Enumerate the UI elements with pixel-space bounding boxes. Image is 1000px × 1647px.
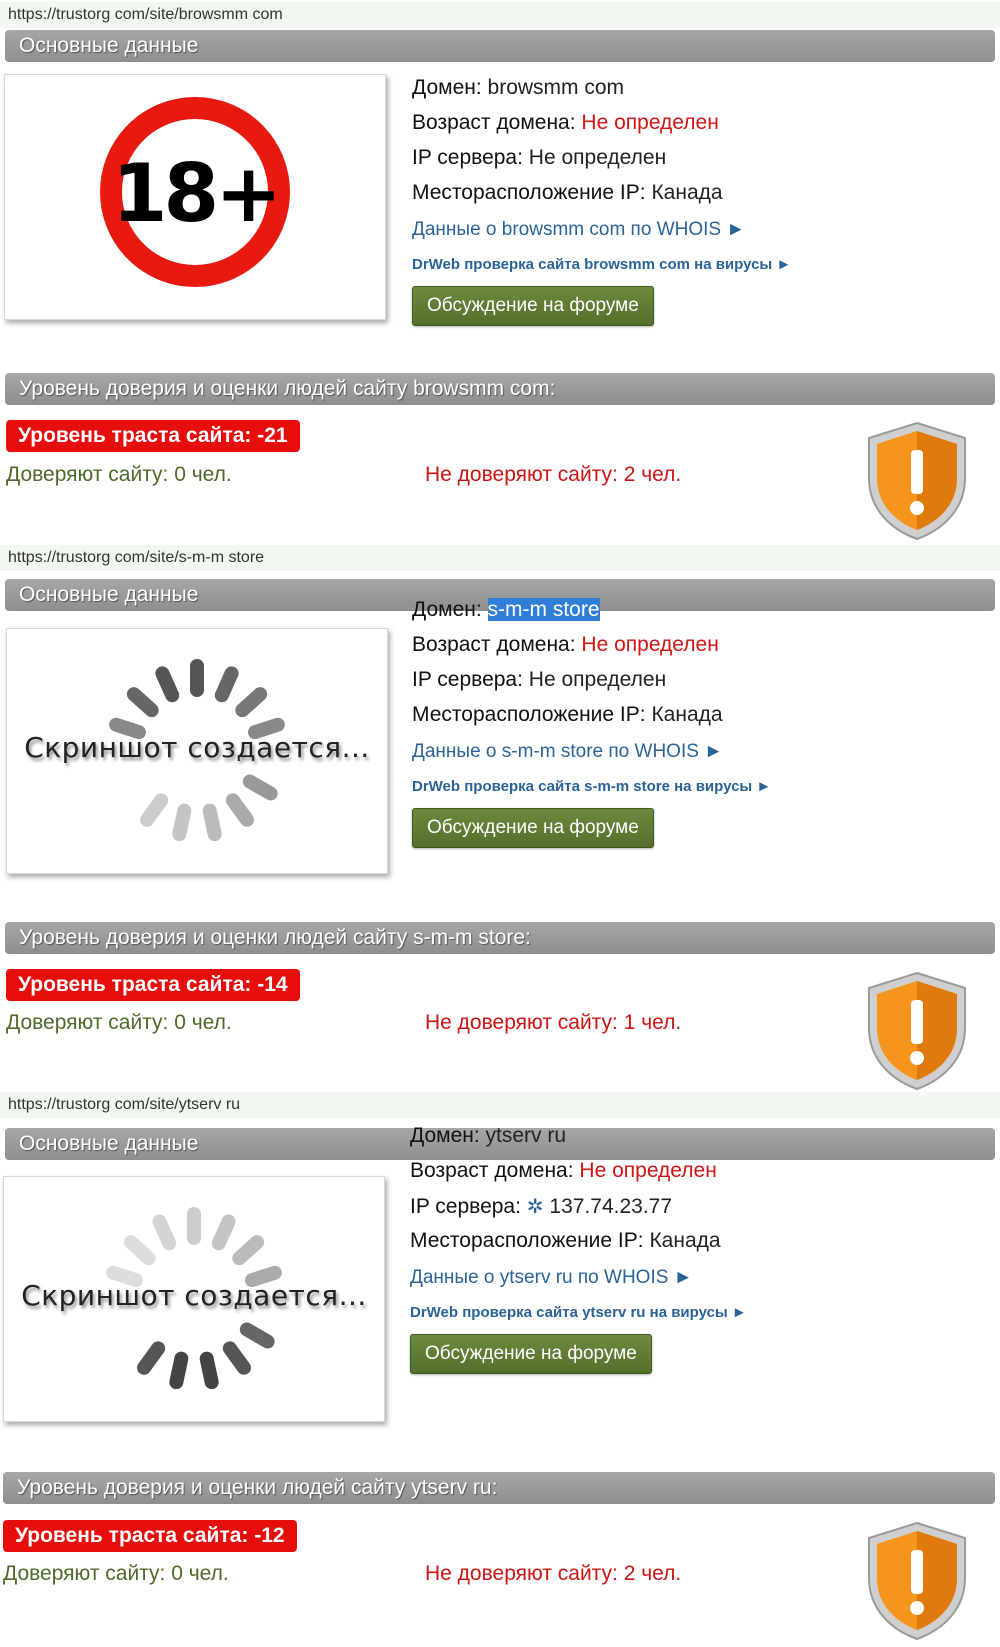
section-header-basic-data: Основные данные xyxy=(5,579,995,611)
distrusted-count: Не доверяют сайту: 2 чел. xyxy=(425,1562,682,1585)
server-ip-label: IP сервера: xyxy=(412,668,523,691)
site-block-browsmm xyxy=(0,0,1000,520)
section-header-basic-data: Основные данные xyxy=(5,1128,995,1160)
forum-discussion-button[interactable]: Обсуждение на форуме xyxy=(412,808,654,848)
age-18-plus-text: 18+ xyxy=(111,147,279,240)
server-ip-value: Не определен xyxy=(528,146,667,169)
server-ip-label: IP сервера: xyxy=(412,146,523,169)
domain-value[interactable]: s-m-m store xyxy=(487,598,600,621)
ip-location-row xyxy=(412,181,723,205)
whois-link[interactable]: Данные о browsmm com по WHOIS ► xyxy=(412,219,746,240)
trust-level-badge: Уровень траста сайта: -14 xyxy=(6,969,300,1001)
domain-age-value: Не определен xyxy=(581,111,719,134)
shield-exclamation-icon xyxy=(862,1520,972,1642)
section-header-trust: Уровень доверия и оценки людей сайту ytserv ru: xyxy=(3,1472,995,1504)
domain-age-label: Возраст домена: xyxy=(412,633,576,656)
domain-age-row xyxy=(412,633,719,657)
domain-age-row xyxy=(410,1159,717,1183)
site-screenshot xyxy=(4,74,386,320)
domain-label: Домен: xyxy=(412,76,482,99)
server-ip-value: Не определен xyxy=(528,668,667,691)
domain-label: Домен: xyxy=(412,598,482,621)
whois-link[interactable]: Данные о s-m-m store по WHOIS ► xyxy=(412,741,723,762)
trusted-count: Доверяют сайту: 0 чел. xyxy=(6,463,232,486)
server-ip-label: IP сервера: xyxy=(410,1195,521,1218)
screenshot-loading-text: Скриншот создается... xyxy=(24,731,370,764)
site-screenshot xyxy=(3,1176,385,1422)
gear-icon[interactable]: ✲ xyxy=(526,1196,544,1218)
distrusted-count: Не доверяют сайту: 2 чел. xyxy=(425,463,682,486)
domain-age-label: Возраст домена: xyxy=(412,111,576,134)
shield-exclamation-icon xyxy=(862,970,972,1092)
drweb-link[interactable]: DrWeb проверка сайта ytserv ru на вирусы ► xyxy=(410,1304,747,1321)
whois-link[interactable]: Данные о ytserv ru по WHOIS ► xyxy=(410,1267,693,1288)
shield-exclamation-icon xyxy=(862,420,972,542)
ip-location-label: Месторасположение IP: xyxy=(412,181,646,204)
drweb-link[interactable]: DrWeb проверка сайта s-m-m store на вирусы ► xyxy=(412,778,772,795)
site-block-ytserv xyxy=(0,1092,1000,1647)
domain-age-row xyxy=(412,111,719,135)
ip-location-value: Канада xyxy=(651,703,723,726)
trust-level-badge: Уровень траста сайта: -21 xyxy=(6,420,300,452)
server-ip-row xyxy=(410,1194,672,1219)
server-ip-row xyxy=(412,146,666,170)
server-ip-row xyxy=(412,668,666,692)
ip-location-row xyxy=(412,703,723,727)
section-header-basic-data: Основные данные xyxy=(5,30,995,62)
domain-age-value: Не определен xyxy=(581,633,719,656)
ip-location-value: Канада xyxy=(649,1229,721,1252)
domain-row xyxy=(410,1124,566,1148)
domain-label: Домен: xyxy=(410,1124,480,1147)
forum-discussion-button[interactable]: Обсуждение на форуме xyxy=(412,286,654,326)
screenshot-loading-text: Скриншот создается... xyxy=(21,1279,367,1312)
trusted-count: Доверяют сайту: 0 чел. xyxy=(3,1562,229,1585)
ip-location-row xyxy=(410,1229,721,1253)
trusted-count: Доверяют сайту: 0 чел. xyxy=(6,1011,232,1034)
page-url: https://trustorg com/site/browsmm com xyxy=(0,2,1000,28)
ip-location-value: Канада xyxy=(651,181,723,204)
domain-row xyxy=(412,598,600,622)
domain-row xyxy=(412,76,624,100)
site-screenshot xyxy=(6,628,388,874)
page-url: https://trustorg com/site/s-m-m store xyxy=(0,545,1000,571)
ip-location-label: Месторасположение IP: xyxy=(412,703,646,726)
domain-value: ytserv ru xyxy=(485,1124,567,1147)
drweb-link[interactable]: DrWeb проверка сайта browsmm com на вирусы ► xyxy=(412,256,792,273)
domain-age-label: Возраст домена: xyxy=(410,1159,574,1182)
age-18-plus-icon xyxy=(100,97,290,287)
site-block-smm-store xyxy=(0,545,1000,1090)
section-header-trust: Уровень доверия и оценки людей сайту s-m-m store: xyxy=(5,922,995,954)
distrusted-count: Не доверяют сайту: 1 чел. xyxy=(425,1011,682,1034)
forum-discussion-button[interactable]: Обсуждение на форуме xyxy=(410,1334,652,1374)
domain-age-value: Не определен xyxy=(579,1159,717,1182)
section-header-trust: Уровень доверия и оценки людей сайту browsmm com: xyxy=(5,373,995,405)
server-ip-value: 137.74.23.77 xyxy=(549,1195,673,1218)
ip-location-label: Месторасположение IP: xyxy=(410,1229,644,1252)
page-url: https://trustorg com/site/ytserv ru xyxy=(0,1092,1000,1118)
domain-value: browsmm com xyxy=(487,76,625,99)
trust-level-badge: Уровень траста сайта: -12 xyxy=(3,1520,297,1552)
